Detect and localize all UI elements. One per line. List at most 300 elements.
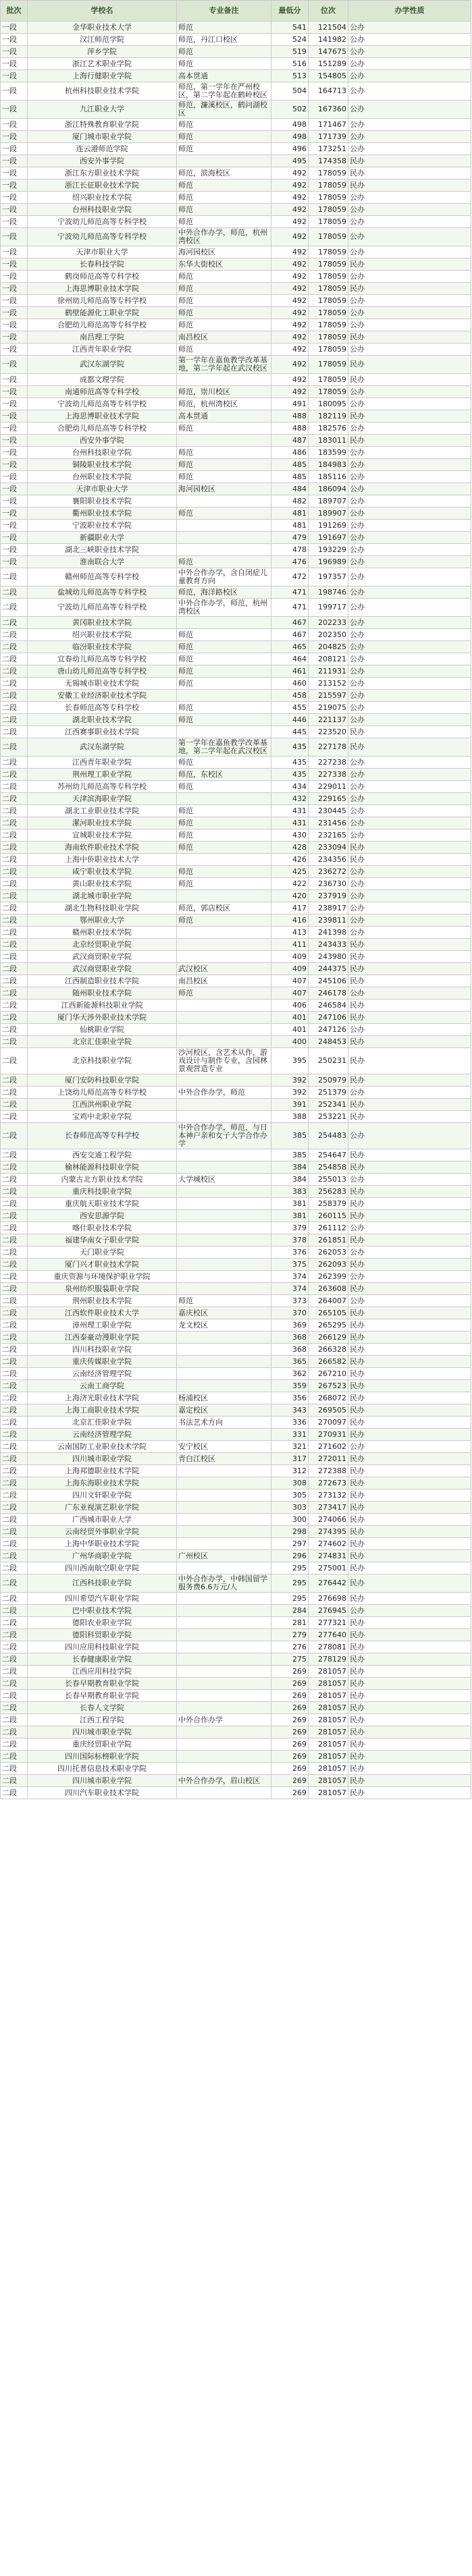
cell-school-name: 福建华南女子职业学院 <box>28 1234 177 1246</box>
cell-ownership: 公办 <box>348 532 471 544</box>
table-row <box>1 1489 471 1502</box>
cell-min-score: 279 <box>271 1629 309 1641</box>
cell-program-note: 师范 <box>177 665 271 678</box>
cell-rank: 248453 <box>309 1036 348 1048</box>
table-row <box>1 1738 471 1751</box>
cell-ownership: 民办 <box>348 374 471 386</box>
cell-ownership: 公办 <box>348 246 471 258</box>
cell-min-score: 308 <box>271 1477 309 1489</box>
cell-program-note <box>177 1332 271 1344</box>
cell-rank: 173251 <box>309 143 348 155</box>
cell-batch: 一段 <box>1 520 28 532</box>
table-row <box>1 653 471 665</box>
cell-ownership: 公办 <box>348 629 471 641</box>
table-row <box>1 1550 471 1562</box>
cell-school-name: 宜春幼儿师范高等专科学校 <box>28 653 177 665</box>
cell-school-name: 鄂州职业大学 <box>28 914 177 927</box>
cell-program-note <box>177 520 271 532</box>
cell-batch: 二段 <box>1 878 28 890</box>
table-row <box>1 1763 471 1775</box>
cell-ownership: 公办 <box>348 890 471 902</box>
cell-rank: 154805 <box>309 70 348 82</box>
cell-min-score: 409 <box>271 963 309 975</box>
table-row <box>1 258 471 271</box>
cell-min-score: 395 <box>271 1048 309 1074</box>
cell-school-name: 荆州理工职业学院 <box>28 769 177 781</box>
cell-min-score: 392 <box>271 1087 309 1099</box>
cell-program-note <box>177 617 271 629</box>
cell-batch: 二段 <box>1 1099 28 1111</box>
cell-rank: 274066 <box>309 1514 348 1526</box>
table-row <box>1 167 471 180</box>
cell-min-score: 435 <box>271 738 309 757</box>
cell-min-score: 400 <box>271 1036 309 1048</box>
cell-rank: 171467 <box>309 119 348 131</box>
table-row <box>1 1174 471 1186</box>
cell-rank: 178059 <box>309 192 348 204</box>
cell-batch: 二段 <box>1 1653 28 1666</box>
cell-batch: 二段 <box>1 1174 28 1186</box>
cell-min-score: 384 <box>271 1174 309 1186</box>
cell-batch: 二段 <box>1 1477 28 1489</box>
cell-batch: 二段 <box>1 1763 28 1775</box>
cell-batch: 二段 <box>1 1714 28 1726</box>
table-row <box>1 999 471 1012</box>
cell-rank: 264007 <box>309 1295 348 1307</box>
cell-rank: 178059 <box>309 271 348 283</box>
cell-rank: 261112 <box>309 1222 348 1234</box>
cell-rank: 266129 <box>309 1332 348 1344</box>
cell-ownership: 民办 <box>348 1787 471 1799</box>
cell-rank: 245106 <box>309 975 348 987</box>
cell-school-name: 汉江师范学院 <box>28 34 177 46</box>
cell-ownership: 公办 <box>348 1174 471 1186</box>
cell-program-note <box>177 1099 271 1111</box>
cell-program-note: 大学城校区 <box>177 1174 271 1186</box>
table-row <box>1 1271 471 1283</box>
table-row <box>1 101 471 119</box>
cell-batch: 二段 <box>1 927 28 939</box>
cell-program-note: 师范，丹江口校区 <box>177 34 271 46</box>
cell-ownership: 公办 <box>348 344 471 356</box>
cell-program-note: 南昌校区 <box>177 331 271 344</box>
cell-ownership: 民办 <box>348 1574 471 1593</box>
cell-batch: 一段 <box>1 58 28 70</box>
cell-school-name: 上海东海职业技术学院 <box>28 1477 177 1489</box>
cell-batch: 二段 <box>1 1629 28 1641</box>
cell-min-score: 487 <box>271 435 309 447</box>
cell-rank: 230445 <box>309 805 348 817</box>
table-row <box>1 1210 471 1222</box>
cell-ownership: 公办 <box>348 544 471 556</box>
cell-rank: 189907 <box>309 508 348 520</box>
table-row <box>1 1036 471 1048</box>
cell-school-name: 上海中侨职业技术大学 <box>28 854 177 866</box>
cell-min-score: 305 <box>271 1489 309 1502</box>
cell-batch: 一段 <box>1 180 28 192</box>
cell-rank: 262053 <box>309 1246 348 1259</box>
cell-batch: 二段 <box>1 1593 28 1605</box>
table-row <box>1 1392 471 1404</box>
cell-school-name: 厦门华天涉外职业技术学院 <box>28 1012 177 1024</box>
cell-rank: 243433 <box>309 939 348 951</box>
cell-program-note <box>177 1593 271 1605</box>
cell-program-note: 中外合作办学，眉山校区 <box>177 1775 271 1787</box>
cell-program-note <box>177 1702 271 1714</box>
cell-school-name: 成都文理学院 <box>28 374 177 386</box>
cell-ownership: 民办 <box>348 975 471 987</box>
cell-school-name: 长春健康职业学院 <box>28 1653 177 1666</box>
table-row <box>1 155 471 167</box>
cell-ownership: 民办 <box>348 1198 471 1210</box>
cell-min-score: 392 <box>271 1074 309 1087</box>
cell-program-note: 师范 <box>177 22 271 34</box>
cell-school-name: 天门职业学院 <box>28 1246 177 1259</box>
cell-school-name: 重庆航天职业技术学院 <box>28 1198 177 1210</box>
cell-batch: 二段 <box>1 1702 28 1714</box>
cell-ownership: 民办 <box>348 1489 471 1502</box>
cell-rank: 281057 <box>309 1726 348 1738</box>
cell-program-note <box>177 1477 271 1489</box>
cell-batch: 二段 <box>1 1344 28 1356</box>
cell-min-score: 485 <box>271 459 309 471</box>
table-row <box>1 641 471 653</box>
cell-rank: 276442 <box>309 1574 348 1593</box>
cell-rank: 236730 <box>309 878 348 890</box>
cell-rank: 178059 <box>309 307 348 319</box>
cell-min-score: 492 <box>271 228 309 246</box>
cell-ownership: 民办 <box>348 726 471 738</box>
cell-program-note: 师范 <box>177 192 271 204</box>
cell-rank: 281057 <box>309 1690 348 1702</box>
cell-min-score: 492 <box>271 167 309 180</box>
cell-batch: 一段 <box>1 483 28 495</box>
cell-program-note: 第一学年在嘉鱼教学改革基地，第二学年起在武汉校区 <box>177 356 271 374</box>
cell-rank: 278081 <box>309 1641 348 1653</box>
cell-program-note: 师范 <box>177 678 271 690</box>
table-row <box>1 781 471 793</box>
cell-rank: 246584 <box>309 999 348 1012</box>
cell-school-name: 四川城市职业学院 <box>28 1453 177 1465</box>
cell-ownership: 公办 <box>348 556 471 568</box>
cell-batch: 二段 <box>1 1123 28 1149</box>
cell-ownership: 民办 <box>348 1319 471 1332</box>
cell-ownership: 民办 <box>348 283 471 295</box>
cell-min-score: 492 <box>271 331 309 344</box>
cell-rank: 256283 <box>309 1186 348 1198</box>
cell-rank: 185116 <box>309 471 348 483</box>
cell-school-name: 无锡城市职业技术学院 <box>28 678 177 690</box>
cell-min-score: 374 <box>271 1271 309 1283</box>
cell-ownership: 民办 <box>348 1380 471 1392</box>
cell-rank: 227178 <box>309 738 348 757</box>
table-row <box>1 678 471 690</box>
cell-rank: 186094 <box>309 483 348 495</box>
table-row <box>1 1259 471 1271</box>
cell-program-note: 高本贯通 <box>177 410 271 422</box>
cell-min-score: 300 <box>271 1514 309 1526</box>
cell-batch: 二段 <box>1 653 28 665</box>
cell-school-name: 台州职业技术学院 <box>28 471 177 483</box>
cell-min-score: 407 <box>271 975 309 987</box>
table-row <box>1 58 471 70</box>
cell-batch: 二段 <box>1 1198 28 1210</box>
cell-school-name: 武汉东湖学院 <box>28 356 177 374</box>
cell-batch: 二段 <box>1 1036 28 1048</box>
table-row <box>1 1099 471 1111</box>
cell-batch: 一段 <box>1 22 28 34</box>
cell-program-note: 书法艺术方向 <box>177 1417 271 1429</box>
cell-school-name: 上海工商职业技术学院 <box>28 1404 177 1417</box>
cell-ownership: 民办 <box>348 1751 471 1763</box>
cell-min-score: 492 <box>271 246 309 258</box>
cell-ownership: 公办 <box>348 295 471 307</box>
cell-rank: 202350 <box>309 629 348 641</box>
cell-rank: 255013 <box>309 1174 348 1186</box>
table-row <box>1 1404 471 1417</box>
cell-batch: 二段 <box>1 1380 28 1392</box>
cell-ownership: 民办 <box>348 1210 471 1222</box>
cell-batch: 二段 <box>1 1074 28 1087</box>
cell-batch: 二段 <box>1 1087 28 1099</box>
header-ownership: 办学性质 <box>348 1 471 22</box>
table-row <box>1 914 471 927</box>
cell-program-note: 师范 <box>177 914 271 927</box>
cell-batch: 二段 <box>1 1222 28 1234</box>
cell-ownership: 民办 <box>348 258 471 271</box>
table-row <box>1 1417 471 1429</box>
cell-program-note <box>177 155 271 167</box>
cell-program-note: 师范 <box>177 447 271 459</box>
cell-min-score: 476 <box>271 556 309 568</box>
cell-ownership: 民办 <box>348 854 471 866</box>
cell-min-score: 303 <box>271 1502 309 1514</box>
cell-school-name: 宁波幼儿师范高等专科学校 <box>28 228 177 246</box>
cell-ownership: 公办 <box>348 192 471 204</box>
cell-ownership: 民办 <box>348 1368 471 1380</box>
cell-min-score: 455 <box>271 702 309 714</box>
cell-min-score: 388 <box>271 1111 309 1123</box>
cell-rank: 274395 <box>309 1526 348 1538</box>
cell-ownership: 民办 <box>348 155 471 167</box>
cell-ownership: 民办 <box>348 1392 471 1404</box>
cell-ownership: 公办 <box>348 447 471 459</box>
cell-min-score: 331 <box>271 1429 309 1441</box>
cell-program-note: 师范 <box>177 878 271 890</box>
cell-min-score: 488 <box>271 410 309 422</box>
cell-program-note <box>177 1690 271 1702</box>
cell-min-score: 269 <box>271 1751 309 1763</box>
cell-rank: 234356 <box>309 854 348 866</box>
table-row <box>1 1024 471 1036</box>
cell-min-score: 269 <box>271 1775 309 1787</box>
cell-batch: 二段 <box>1 1465 28 1477</box>
cell-school-name: 连云港师范学院 <box>28 143 177 155</box>
cell-min-score: 492 <box>271 192 309 204</box>
cell-min-score: 471 <box>271 586 309 599</box>
cell-program-note <box>177 1111 271 1123</box>
cell-batch: 二段 <box>1 1161 28 1174</box>
cell-ownership: 民办 <box>348 1617 471 1629</box>
cell-ownership: 公办 <box>348 82 471 101</box>
table-row <box>1 963 471 975</box>
cell-rank: 272388 <box>309 1465 348 1477</box>
cell-ownership: 公办 <box>348 495 471 508</box>
cell-min-score: 384 <box>271 1161 309 1174</box>
cell-rank: 184983 <box>309 459 348 471</box>
cell-ownership: 民办 <box>348 738 471 757</box>
table-row <box>1 1123 471 1149</box>
cell-program-note: 师范 <box>177 714 271 726</box>
cell-min-score: 460 <box>271 678 309 690</box>
cell-batch: 一段 <box>1 508 28 520</box>
cell-rank: 247106 <box>309 1012 348 1024</box>
cell-batch: 一段 <box>1 143 28 155</box>
cell-ownership: 公办 <box>348 1441 471 1453</box>
cell-program-note: 嘉定校区 <box>177 1404 271 1417</box>
table-row <box>1 939 471 951</box>
table-row <box>1 1502 471 1514</box>
cell-school-name: 湖北城市职业学院 <box>28 890 177 902</box>
cell-ownership: 公办 <box>348 927 471 939</box>
cell-rank: 238917 <box>309 902 348 914</box>
cell-ownership: 民办 <box>348 951 471 963</box>
cell-program-note <box>177 1489 271 1502</box>
cell-school-name: 重庆经贸职业学院 <box>28 1738 177 1751</box>
cell-batch: 二段 <box>1 1368 28 1380</box>
cell-min-score: 491 <box>271 398 309 410</box>
table-row <box>1 1234 471 1246</box>
cell-rank: 215597 <box>309 690 348 702</box>
cell-ownership: 公办 <box>348 1605 471 1617</box>
cell-ownership: 公办 <box>348 568 471 586</box>
cell-school-name: 重庆资源与环境保护职业学院 <box>28 1271 177 1283</box>
cell-rank: 204825 <box>309 641 348 653</box>
cell-min-score: 524 <box>271 34 309 46</box>
cell-ownership: 公办 <box>348 781 471 793</box>
table-row <box>1 319 471 331</box>
cell-program-note <box>177 1751 271 1763</box>
cell-ownership: 民办 <box>348 1666 471 1678</box>
cell-rank: 281057 <box>309 1702 348 1714</box>
cell-school-name: 四川西南航空职业学院 <box>28 1562 177 1574</box>
cell-ownership: 公办 <box>348 483 471 495</box>
table-row <box>1 1477 471 1489</box>
cell-rank: 243980 <box>309 951 348 963</box>
cell-program-note: 师范 <box>177 131 271 143</box>
table-row <box>1 410 471 422</box>
cell-rank: 191269 <box>309 520 348 532</box>
cell-batch: 一段 <box>1 192 28 204</box>
cell-school-name: 南昌理工学院 <box>28 331 177 344</box>
cell-ownership: 公办 <box>348 271 471 283</box>
cell-batch: 一段 <box>1 216 28 228</box>
cell-ownership: 公办 <box>348 398 471 410</box>
cell-batch: 一段 <box>1 82 28 101</box>
cell-rank: 178059 <box>309 228 348 246</box>
table-row <box>1 757 471 769</box>
table-row <box>1 386 471 398</box>
cell-rank: 178059 <box>309 258 348 271</box>
cell-program-note <box>177 532 271 544</box>
cell-program-note <box>177 690 271 702</box>
cell-rank: 199717 <box>309 599 348 617</box>
cell-school-name: 漯河职业技术学院 <box>28 817 177 829</box>
cell-ownership: 民办 <box>348 356 471 374</box>
table-row <box>1 82 471 101</box>
cell-min-score: 492 <box>271 319 309 331</box>
cell-batch: 二段 <box>1 1271 28 1283</box>
cell-ownership: 民办 <box>348 1344 471 1356</box>
cell-ownership: 民办 <box>348 1332 471 1344</box>
cell-min-score: 295 <box>271 1593 309 1605</box>
table-row <box>1 307 471 319</box>
cell-program-note: 中外合作办学，师范，杭州湾校区 <box>177 599 271 617</box>
cell-min-score: 485 <box>271 471 309 483</box>
table-row <box>1 951 471 963</box>
cell-rank: 270931 <box>309 1429 348 1441</box>
cell-program-note: 师范 <box>177 180 271 192</box>
cell-rank: 250979 <box>309 1074 348 1087</box>
cell-ownership: 公办 <box>348 101 471 119</box>
cell-rank: 178059 <box>309 356 348 374</box>
table-row <box>1 1198 471 1210</box>
cell-batch: 一段 <box>1 246 28 258</box>
cell-min-score: 269 <box>271 1787 309 1799</box>
cell-program-note <box>177 1012 271 1024</box>
cell-rank: 232165 <box>309 829 348 842</box>
cell-ownership: 民办 <box>348 1477 471 1489</box>
cell-program-note <box>177 1502 271 1514</box>
cell-min-score: 379 <box>271 1222 309 1234</box>
table-row <box>1 1012 471 1024</box>
cell-ownership: 民办 <box>348 1702 471 1714</box>
cell-rank: 178059 <box>309 216 348 228</box>
cell-program-note <box>177 1641 271 1653</box>
cell-batch: 二段 <box>1 1538 28 1550</box>
cell-rank: 262093 <box>309 1259 348 1271</box>
cell-school-name: 萍乡学院 <box>28 46 177 58</box>
cell-school-name: 鹤岗师范高等专科学校 <box>28 271 177 283</box>
cell-batch: 二段 <box>1 1012 28 1024</box>
cell-program-note <box>177 1024 271 1036</box>
cell-rank: 178059 <box>309 167 348 180</box>
cell-min-score: 407 <box>271 987 309 999</box>
cell-ownership: 民办 <box>348 1775 471 1787</box>
cell-ownership: 民办 <box>348 1283 471 1295</box>
cell-ownership: 公办 <box>348 829 471 842</box>
cell-batch: 二段 <box>1 1787 28 1799</box>
cell-rank: 252341 <box>309 1099 348 1111</box>
table-row <box>1 829 471 842</box>
cell-program-note <box>177 1514 271 1526</box>
cell-program-note <box>177 1149 271 1161</box>
table-row <box>1 842 471 854</box>
cell-school-name: 合肥幼儿师范高等专科学校 <box>28 422 177 435</box>
cell-ownership: 民办 <box>348 1259 471 1271</box>
cell-program-note: 师范，濂溪校区，鹤问湖校区 <box>177 101 271 119</box>
cell-ownership: 公办 <box>348 422 471 435</box>
cell-school-name: 盐城幼儿师范高等专科学校 <box>28 586 177 599</box>
cell-batch: 二段 <box>1 1514 28 1526</box>
cell-rank: 178059 <box>309 246 348 258</box>
cell-rank: 189707 <box>309 495 348 508</box>
table-row <box>1 1666 471 1678</box>
table-row <box>1 1526 471 1538</box>
cell-batch: 二段 <box>1 738 28 757</box>
cell-school-name: 四川国际标榜职业学院 <box>28 1751 177 1763</box>
cell-program-note: 安宁校区 <box>177 1441 271 1453</box>
